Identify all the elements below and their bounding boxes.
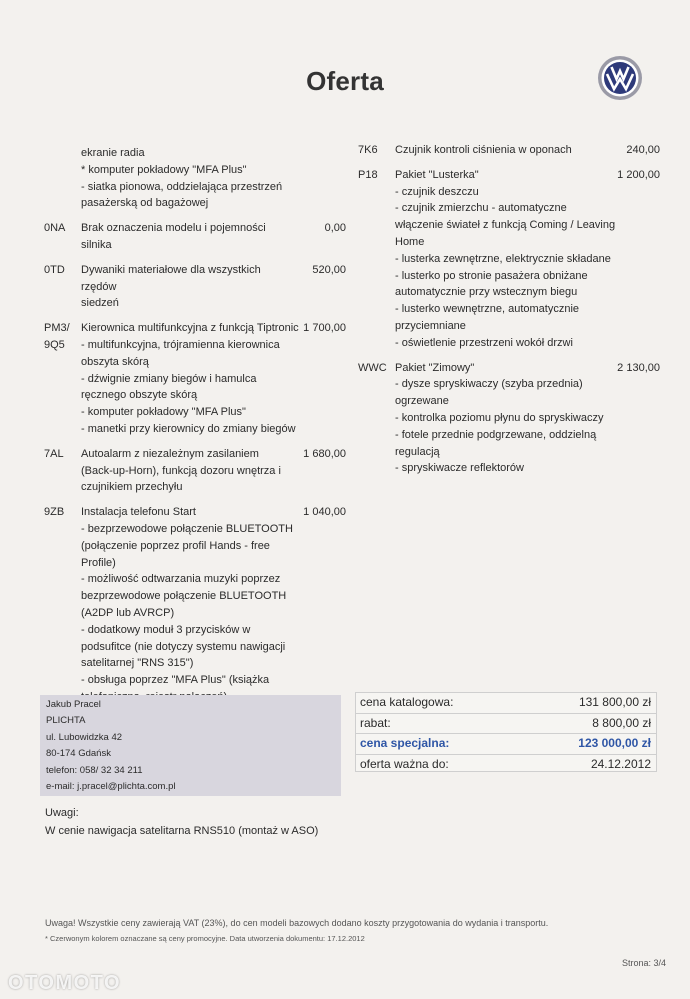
offer-valid-label: oferta ważna do: [360,756,449,771]
option-item [44,320,346,438]
option-description-line: włączenie świateł z funkcją Coming / Leaving [395,219,616,232]
discount-label: rabat: [360,715,391,730]
option-description-line: - spryskiwacze reflektorów [395,462,524,475]
option-price: 1 200,00 [617,168,660,181]
option-description [81,220,299,254]
option-code: 0NA [44,222,66,235]
option-description [81,504,299,706]
option-code: 7K6 [358,144,378,156]
option-description-line: Kierownica multifunkcyjna z funkcją Tiptronic [81,322,299,335]
option-description-line: - manetki przy kierownicy do zmiany biegów [81,422,296,435]
option-description-line: - czujnik zmierzchu - automatyczne [395,202,567,215]
page-title: Oferta [306,66,384,96]
option-description-line: - lusterka zewnętrzne, elektrycznie składane [395,252,611,265]
option-code: PM3/ 9Q5 [44,322,70,351]
vw-logo-icon [597,55,643,101]
option-description-line: - możliwość odtwarzania muzyki poprzez [81,573,281,586]
option-description [395,142,617,159]
option-description-line: - kontrolka poziomu płynu do spryskiwaczy [395,411,604,424]
notes-section [45,804,318,840]
option-price: 1 680,00 [303,447,346,460]
catalog-price-row [356,693,656,714]
right-options-column [358,142,660,485]
option-description-line: (połączenie poprzez profil Hands - free [81,539,270,552]
option-code: 9ZB [44,506,65,519]
option-description-line: - czujnik deszczu [395,185,479,198]
catalog-price-label: cena katalogowa: [360,695,454,709]
option-item [358,167,660,352]
option-description-line: regulacją [395,445,440,458]
discount-row [356,714,656,735]
option-item [358,142,660,159]
notes-label: Uwagi: [45,807,79,819]
option-price: 520,00 [312,263,346,276]
contact-name: Jakub Pracel [46,699,101,710]
option-description-line: - obsługa poprzez "MFA Plus" (książka [81,674,270,687]
offer-valid-value: 24.12.2012 [590,756,651,771]
option-code: 0TD [44,263,65,276]
option-code: WWC [358,361,387,374]
option-description-line: ekranie radia [81,147,145,159]
option-code: 7AL [44,447,64,460]
option-description-line: - dysze spryskiwaczy (szyba przednia) [395,378,583,391]
discount-value: 8 800,00 zł [592,715,651,730]
option-description-line: obszyta skórą [81,355,149,368]
option-code: P18 [358,168,378,181]
option-description-line: * komputer pokładowy "MFA Plus" [81,163,247,176]
option-price: 240,00 [626,144,660,156]
contact-company: PLICHTA [46,715,86,727]
contact-street: ul. Lubowidzka 42 [46,731,123,743]
option-description-line: automatycznie przy wstecznym biegu [395,286,578,299]
notes-text: W cenie nawigacja satelitarna RNS510 (montaż w ASO) [45,825,319,837]
option-description-line: - fotele przednie podgrzewane, oddzielną [395,428,597,441]
option-description-line: - bezprzewodowe połączenie BLUETOOTH [81,522,293,535]
option-description [81,446,299,496]
contact-email: e-mail: j.pracel@plichta.com.pl [46,781,176,793]
option-description-line: - oświetlenie przestrzeni wokół drzwi [395,336,573,349]
contact-phone: telefon: 058/ 32 34 211 [46,764,143,776]
option-description-line: Home [395,235,425,248]
option-description-line: Pakiet "Zimowy" [395,361,475,374]
option-description-line: - lusterko wewnętrzne, automatycznie [395,303,580,316]
option-description-line: - dźwignie zmiany biegów i hamulca [81,372,257,385]
option-description-line: - siatka pionowa, oddzielająca przestrzeń [81,180,283,193]
contact-city: 80-174 Gdańsk [46,748,111,760]
option-item [44,262,346,312]
page-number: Strona: 3/4 [621,958,666,968]
catalog-price-value: 131 800,00 zł [578,695,651,709]
option-description-line: - multifunkcyjna, trójramienna kierownica [81,338,280,351]
option-description-line: - komputer pokładowy "MFA Plus" [81,406,246,419]
option-description-line: siedzeń [81,297,119,310]
option-description-line: pasażerską od bagażowej [81,197,209,210]
price-summary-box [355,692,657,772]
special-price-value: 123 000,00 zł [578,736,651,750]
option-description-line: Czujnik kontroli ciśnienia w oponach [395,144,572,156]
option-description-line: przyciemniane [395,319,466,332]
option-description-line: satelitarnej "RNS 315") [81,657,194,670]
option-description-line: - dodatkowy moduł 3 przycisków w [81,623,251,636]
option-price: 2 130,00 [617,361,660,374]
special-price-row [356,734,656,755]
option-description-line: - lusterko po stronie pasażera obniżane [395,269,588,282]
option-description [395,167,617,352]
offer-valid-row [356,755,656,775]
option-item [44,145,346,212]
option-description-line: ogrzewane [395,395,449,408]
option-description-line: Dywaniki materiałowe dla wszystkich rzędów [81,263,261,293]
special-price-label: cena specjalna: [360,736,450,750]
option-description-line: podsufitce (nie dotyczy systemu nawigacji [81,640,286,653]
option-price: 1 040,00 [303,506,346,519]
option-description [81,262,299,312]
left-options-column [44,145,346,714]
option-description-line: Instalacja telefonu Start [81,506,196,519]
option-description [81,320,299,438]
option-description-line: Autoalarm z niezależnym zasilaniem [81,447,259,460]
promo-note: * Czerwonym kolorem oznaczane są ceny promocyjne. Data utworzenia dokumentu: 17.12.2012 [45,934,365,943]
otomoto-watermark: OTOMOTO [8,972,122,994]
option-description-line: Profile) [81,556,116,569]
option-item [44,504,346,706]
option-item [44,220,346,254]
option-description-line: bezprzewodowe połączenie BLUETOOTH [81,590,287,603]
option-description-line: czujnikiem przechyłu [81,481,183,494]
option-price: 1 700,00 [303,322,346,335]
option-item [358,360,660,478]
vat-disclaimer: Uwaga! Wszystkie ceny zawierają VAT (23%), do cen modeli bazowych dodano koszty przygotowania do wydania i transportu. [45,918,549,928]
option-description-line: Pakiet "Lusterka" [395,168,479,181]
option-description [395,360,617,478]
option-description-line: ręcznego obszyte skórą [81,389,198,402]
option-description [81,145,299,212]
option-price: 0,00 [324,222,346,235]
dealer-contact-box [40,695,341,796]
option-description-line: (Back-up-Horn), funkcją dozoru wnętrza i [81,464,281,477]
option-item [44,446,346,496]
option-description-line: (A2DP lub AVRCP) [81,606,175,619]
option-description-line: Brak oznaczenia modelu i pojemności silnika [81,222,266,251]
